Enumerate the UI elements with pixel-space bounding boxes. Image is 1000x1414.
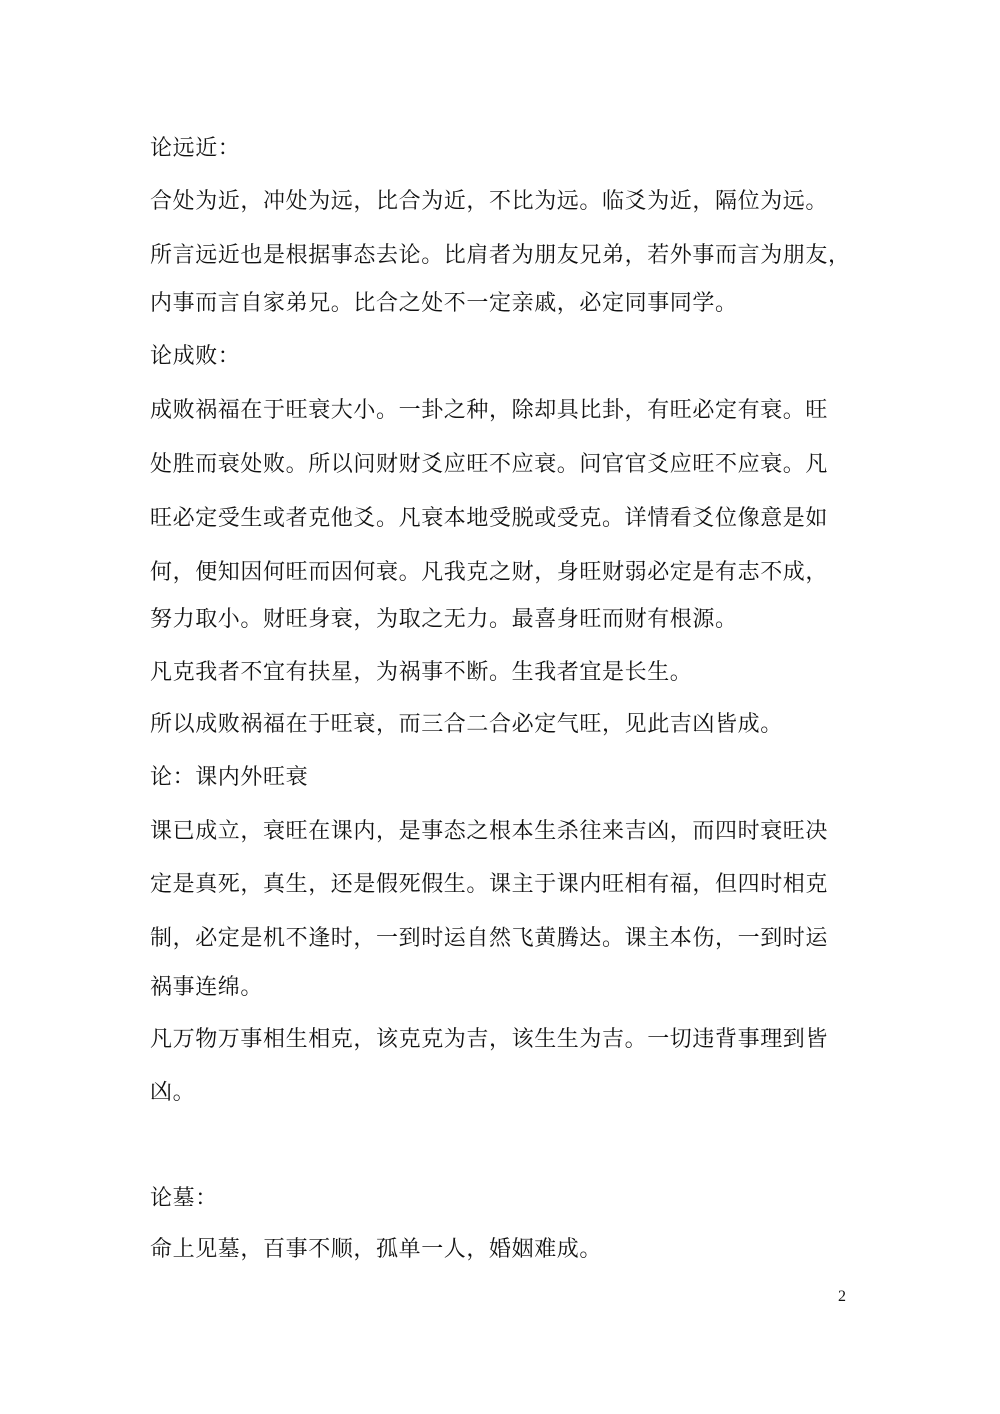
paragraph-line: 定是真死，真生，还是假死假生。课主于课内旺相有福，但四时相克 (150, 872, 829, 897)
paragraph-line: 何，便知因何旺而因何衰。凡我克之财，身旺财弱必定是有志不成， (150, 560, 829, 585)
paragraph-line: 内事而言自家弟兄。比合之处不一定亲戚，必定同事同学。 (150, 291, 738, 316)
paragraph-line: 旺必定受生或者克他爻。凡衰本地受脱或受克。详情看爻位像意是如 (150, 506, 829, 531)
paragraph-line: 命上见墓，百事不顺，孤单一人，婚姻难成。 (150, 1237, 603, 1262)
paragraph-line: 合处为近，冲处为远，比合为近，不比为远。临爻为近，隔位为远。 (150, 189, 829, 214)
paragraph-line: 所言远近也是根据事态去论。比肩者为朋友兄弟，若外事而言为朋友， (150, 243, 851, 268)
paragraph-line: 所以成败祸福在于旺衰，而三合二合必定气旺，见此吉凶皆成。 (150, 712, 783, 737)
paragraph-line: 凡万物万事相生相克，该克克为吉，该生生为吉。一切违背事理到皆 (150, 1027, 829, 1052)
heading-distance: 论远近： (150, 136, 241, 161)
paragraph-line: 成败祸福在于旺衰大小。一卦之种，除却具比卦，有旺必定有衰。旺 (150, 398, 829, 423)
paragraph-line: 制，必定是机不逢时，一到时运自然飞黄腾达。课主本伤，一到时运 (150, 926, 829, 951)
page-number: 2 (838, 1288, 846, 1305)
paragraph-line: 祸事连绵。 (150, 975, 264, 1000)
paragraph-line: 课已成立，衰旺在课内，是事态之根本生杀往来吉凶，而四时衰旺决 (150, 819, 829, 844)
paragraph-line: 处胜而衰处败。所以问财财爻应旺不应衰。问官官爻应旺不应衰。凡 (150, 452, 829, 477)
heading-success-failure: 论成败： (150, 344, 241, 369)
paragraph-line: 凶。 (150, 1080, 196, 1105)
heading-tomb: 论墓： (150, 1186, 218, 1211)
paragraph-line: 努力取小。财旺身衰，为取之无力。最喜身旺而财有根源。 (150, 607, 738, 632)
heading-inner-outer: 论：课内外旺衰 (150, 765, 309, 790)
paragraph-line: 凡克我者不宜有扶星，为祸事不断。生我者宜是长生。 (150, 660, 693, 685)
